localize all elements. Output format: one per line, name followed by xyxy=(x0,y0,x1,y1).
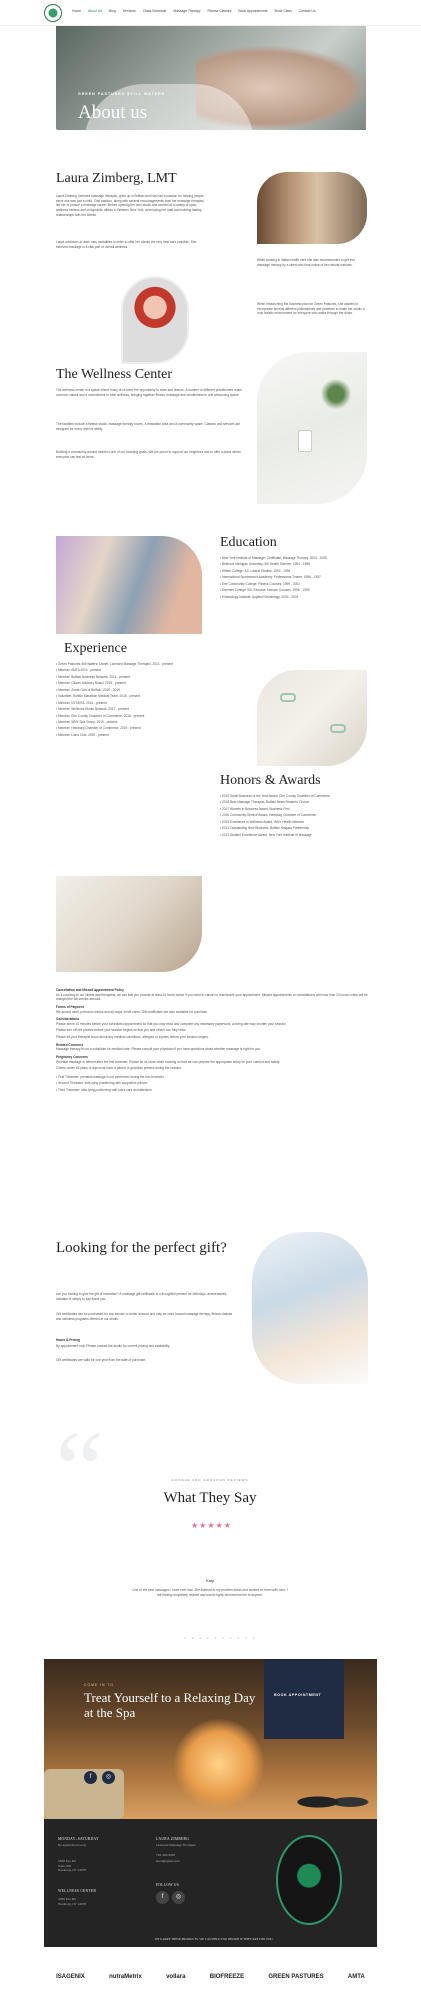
considerations-heading: Considerations xyxy=(56,1017,80,1022)
education-item: • Erie Community College: Fitness Courses, 1999 - 2001 xyxy=(220,581,300,586)
rating-stars: ★★★★★ xyxy=(191,1521,232,1530)
carousel-dots[interactable]: ● ● ● ● ● ● ● ● ● ● xyxy=(184,1636,258,1640)
hero-banner xyxy=(56,26,366,130)
nav-item-fitness-classes[interactable]: Fitness Classes xyxy=(207,9,232,13)
footer-role: Licensed Massage Therapist xyxy=(156,1843,196,1847)
pregnancy-heading: Pregnancy Concerns xyxy=(56,1055,88,1060)
address-line: Suite 300 xyxy=(58,1863,72,1868)
trimester-item: • First Trimester: prenatal massage is not performed during the first trimester. xyxy=(56,1074,165,1079)
candle-glow xyxy=(174,1719,264,1809)
reviews-kicker: GOOGLE AND GROUPON REVIEWS xyxy=(171,1478,249,1482)
experience-item: • Member, Wellness Works Network, 2017 - present xyxy=(56,707,129,712)
address-line: Hamburg, NY 14075 xyxy=(58,1868,87,1873)
laura-portrait xyxy=(121,276,189,364)
nav-item-contact-us[interactable]: Contact Us xyxy=(298,9,316,13)
laura-side-paragraph-2: When researching the business plan for Green Pastures, she wanted to incorporate several different philosophies and practices to make her studio a truly holistic environment for everyone who walks through the doors. xyxy=(257,302,365,316)
plant-leaf-decoration xyxy=(318,376,354,412)
experience-item: • Green Pastures Still Waters: Owner, Licensed Massage Therapist, 2014 - present xyxy=(56,662,173,666)
payment-text: We accept cash, personal checks and all major credit cards. Gift certificates are also available for purchase. xyxy=(56,1009,208,1014)
experience-heading: Experience xyxy=(64,641,127,656)
gift-heading: Looking for the perfect gift? xyxy=(56,1240,227,1256)
partner-logo-nutrametrix[interactable]: nutraMetrix xyxy=(109,1974,142,1981)
experience-item: • Member, WNY Spa Group, 2019 - present xyxy=(56,719,118,724)
site-logo[interactable] xyxy=(44,4,62,22)
laura-paragraph-1: Laura Zimberg, licensed massage therapist, grew up in Buffalo and has had a passion for helping people since she was just a child. That passion, along with several encouragements from her massage therapist, led her to pursue a massage career. Before opening her own studio she worked at a variety of spas, wellness centers and chiropractic offices in Western New York, developing her craft and building lasting relationships with her clients. xyxy=(56,194,205,217)
laura-paragraph-2: Laura continues to learn new modalities in order to offer her clients the very best care possible. She believes massage is a vital part of overall wellness. xyxy=(56,240,197,249)
hours-pricing-text: By appointment only. Please contact the studio for current pricing and availability. xyxy=(56,1344,171,1348)
nav-item-massage-therapy[interactable]: Massage Therapy xyxy=(173,9,201,13)
testimonials-heading: What They Say xyxy=(163,1490,257,1506)
address-line: Hamburg, NY 14075 xyxy=(58,1901,87,1906)
wellness-center-address xyxy=(58,1897,86,1906)
laura-working-photo xyxy=(257,172,367,244)
main-menu xyxy=(72,9,316,14)
considerations-text-2: Please turn off cell phones before your session begins so that you and others can fully relax. xyxy=(56,1028,187,1033)
top-navigation xyxy=(0,0,421,26)
nav-item-blog[interactable]: Blog xyxy=(109,9,116,13)
education-list xyxy=(220,556,370,601)
wellness-paragraph-1: The wellness center is a space where many of us have the opportunity to relax and restore. A number of different practitioners share common values and a commitment to total wellness, bringing together fitness, massage and mindfulness in one welcoming space. xyxy=(56,388,242,397)
nav-item-book-class[interactable]: Book Class xyxy=(274,9,292,13)
education-item: • Hilbert College: AS, Liberal Studies, 1992 - 1994 xyxy=(220,568,291,573)
partner-logo-green-pastures[interactable]: GREEN PASTURES xyxy=(268,1974,324,1981)
pregnancy-text-2: Clients under 18 years of age must have a parent or guardian present during the session. xyxy=(56,1066,182,1071)
experience-item: • Volunteer, Buffalo Marathon Medical Team, 2016 - present xyxy=(56,694,141,699)
nav-item-book-appointments[interactable]: Book Appointments xyxy=(238,9,268,13)
facebook-icon[interactable]: f xyxy=(156,1891,169,1904)
footer-email[interactable]: laura@gpsw.com xyxy=(156,1859,180,1863)
nav-item-home[interactable]: Home xyxy=(72,9,82,13)
education-item: • New York Institute of Massage: Certificate, Massage Therapy, 2004 - 2005 xyxy=(220,556,327,560)
follow-title: FOLLOW US xyxy=(156,1883,180,1887)
wellness-paragraph-3: Building a community around health is one of our founding goals. We are proud to support our neighbors and to offer a place where everyone can feel at home. xyxy=(56,450,241,459)
lotion-bottle-decoration xyxy=(298,430,312,452)
instagram-icon[interactable]: ◎ xyxy=(172,1891,185,1904)
education-item: • International Sportsman's Academy: Professional Trainer, 1996 - 1997 xyxy=(220,575,321,580)
instagram-icon[interactable]: ◎ xyxy=(102,1771,115,1784)
jade-roller-decoration xyxy=(330,724,346,733)
experience-item: • Member, Buffalo Business Network, 2014 - present xyxy=(56,674,130,679)
studio-address xyxy=(58,1859,86,1873)
considerations-text: Please arrive 10 minutes before your scheduled appointment so that you may relax and complete any necessary paperwork. Arriving late may shorten your session. xyxy=(56,1021,287,1026)
jade-roller-photo xyxy=(257,670,367,766)
considerations-text-3: Please let your therapist know about any medical conditions, allergies or injuries before your session begins. xyxy=(56,1035,209,1040)
honor-item: • 2018 Best Massage Therapist, Buffalo News Readers' Choice xyxy=(220,800,310,805)
honor-item: • 2013 Student Excellence Award, New York Institute of Massage xyxy=(220,832,312,837)
education-item: • Bellevue Michigan University: BS Health Science, 1994 - 1998 xyxy=(220,562,310,567)
wellness-center-title: WELLNESS CENTER xyxy=(58,1889,97,1893)
experience-list xyxy=(56,662,236,739)
honor-item: • 2016 Community Service Award, Hamburg Chamber of Commerce xyxy=(220,813,317,818)
trimester-item: • Third Trimester: side-lying positioning with extra care and attention. xyxy=(56,1087,153,1092)
nav-item-class-schedule[interactable]: Class Schedule xyxy=(142,9,167,13)
pregnancy-text: Prenatal massage is offered after the first trimester. Please let us know when booking so that we can prepare the appropriate setup for your comfort and safety. xyxy=(56,1059,281,1064)
nav-item-services[interactable]: Services xyxy=(122,9,136,13)
spa-kicker: COME IN TO xyxy=(84,1683,115,1687)
partner-logo-amta[interactable]: AMTA xyxy=(347,1974,365,1981)
gift-paragraph-2: Gift certificates can be purchased for any service or dollar amount and may be used toward massage therapy, fitness classes and wellness programs offered at our studio. xyxy=(56,1312,233,1321)
experience-item: • Member, Lions Club, 2020 - present xyxy=(56,732,109,737)
bath-products-photo xyxy=(56,876,202,972)
policies-section xyxy=(56,988,368,1094)
trimester-item: • Second Trimester: side-lying positioning with supportive pillows. xyxy=(56,1081,148,1086)
spa-heading: Treat Yourself to a Relaxing Day at the Spa xyxy=(84,1690,256,1720)
laura-heading: Laura Zimberg, LMT xyxy=(56,171,177,186)
hours-subtitle: By appointment only xyxy=(58,1843,87,1847)
honor-item: • 2019 Small Business of the Year Award, Erie County Chamber of Commerce xyxy=(220,794,331,798)
payment-heading: Forms of Payment xyxy=(56,1004,84,1009)
massage-stones xyxy=(294,1787,374,1817)
partner-logos xyxy=(44,1955,377,2000)
book-appointment-button[interactable]: BOOK APPOINTMENT xyxy=(274,1693,322,1697)
trimester-list xyxy=(56,1075,368,1093)
education-item: • Kinesiology Institute: Applied Kinesiology, 2002 - 2003 xyxy=(220,594,299,599)
cancellation-heading: Cancellation and Missed Appointment Policy xyxy=(56,988,124,992)
honor-item: • 2015 Excellence in Wellness Award, WNY Health Network xyxy=(220,819,305,824)
partner-logo-vollara[interactable]: vollara xyxy=(166,1974,186,1981)
honors-heading: Honors & Awards xyxy=(220,773,321,788)
honor-item: • 2014 Outstanding New Business, Buffalo Niagara Partnership xyxy=(220,826,310,831)
nav-item-about-us[interactable]: About Us xyxy=(88,9,102,13)
experience-item: • Member, Zonta Club of Buffalo, 2015 - 2019 xyxy=(56,687,120,692)
book-appointment-box[interactable] xyxy=(264,1659,344,1739)
footer-name: LAURA ZIMBERG xyxy=(156,1837,190,1841)
facebook-icon[interactable]: f xyxy=(84,1771,97,1784)
related-heading: Related Concerns xyxy=(56,1042,84,1047)
partner-logo-biofreeze[interactable]: BIOFREEZE xyxy=(209,1974,245,1981)
spa-items-photo xyxy=(56,536,202,634)
partner-logo-isagenix[interactable]: ISAGENIX xyxy=(56,1974,85,1981)
address-line: 4530 Fox Rd xyxy=(58,1897,76,1901)
gift-paragraph-1: Are you looking to give the gift of relaxation? A massage gift certificate is a thoughtful present for birthdays, anniversaries, holidays or simply to say thank you. xyxy=(56,1292,228,1301)
reviewer-name: Katy xyxy=(205,1578,214,1583)
related-text: Massage therapy is not a substitute for medical care. Please consult your physician if you have questions about whether massage is right for you. xyxy=(56,1047,261,1052)
quote-mark-decoration: “ xyxy=(55,1408,104,1530)
wellness-paragraph-2: The facilities include a fitness studio, massage therapy rooms, a relaxation area and a community space. Classes and services are designed for every level of ability. xyxy=(56,422,241,431)
wellness-photo xyxy=(257,352,367,504)
education-item: • Daemen College: BS, Exercise Science Courses, 1996 - 1999 xyxy=(220,588,310,593)
page-title: About us xyxy=(78,102,148,123)
experience-item: • Member, Erie County Chamber of Commerce, 2018 - present xyxy=(56,713,145,718)
review-quote: One of the best massages I have ever had. She listened to my problem areas and worked on them with care. I left feeling completely relaxed and would highly recommend her to anyone. xyxy=(132,1588,288,1597)
footer-phone[interactable]: 716-123-4567 xyxy=(156,1853,176,1857)
honors-list xyxy=(220,794,370,839)
cancellation-text: As a courtesy to our clients and therapists, we ask that you provide at least 24 hours notice if you need to cancel or reschedule your appointment. Missed appointments or cancellations with less than 24 hours notice will be charged the full service amount. xyxy=(56,992,368,1002)
experience-item: • Member, NYSMTA, 2014 - present xyxy=(56,700,107,705)
honor-item: • 2017 Women in Business Award, Business First xyxy=(220,806,290,811)
wellness-heading: The Wellness Center xyxy=(56,367,173,382)
address-line: 4530 Fox Rd xyxy=(58,1859,76,1863)
experience-item: • Member, Hamburg Chamber of Commerce, 2019 - present xyxy=(56,726,141,731)
hours-title: MONDAY–SATURDAY xyxy=(58,1837,99,1841)
experience-item: • Member, Citizen Advisory Board, 2015 - present xyxy=(56,681,126,686)
gift-validity-text: Gift certificates are valid for one year from the date of purchase. xyxy=(56,1358,147,1362)
hours-pricing-heading: Hours & Pricing xyxy=(56,1338,81,1342)
hero-kicker: GREEN PASTURES STILL WATERS xyxy=(78,92,166,96)
products-tagline: WE CARRY THESE PRODUCTS. WE CAN HELP YOU DECIDE IF THEY ARE FOR YOU. xyxy=(154,1937,274,1941)
jade-roller-decoration xyxy=(280,693,296,702)
green-pastures-logo xyxy=(276,1835,342,1925)
experience-item: • Member, AMTA 2014 - present xyxy=(56,668,101,673)
gift-women-photo xyxy=(252,1232,368,1384)
laura-side-paragraph: While working in Italian health care she was recommended to get into massage therapy by a client who took notice of her natural instincts. xyxy=(257,258,355,267)
education-heading: Education xyxy=(220,535,277,550)
